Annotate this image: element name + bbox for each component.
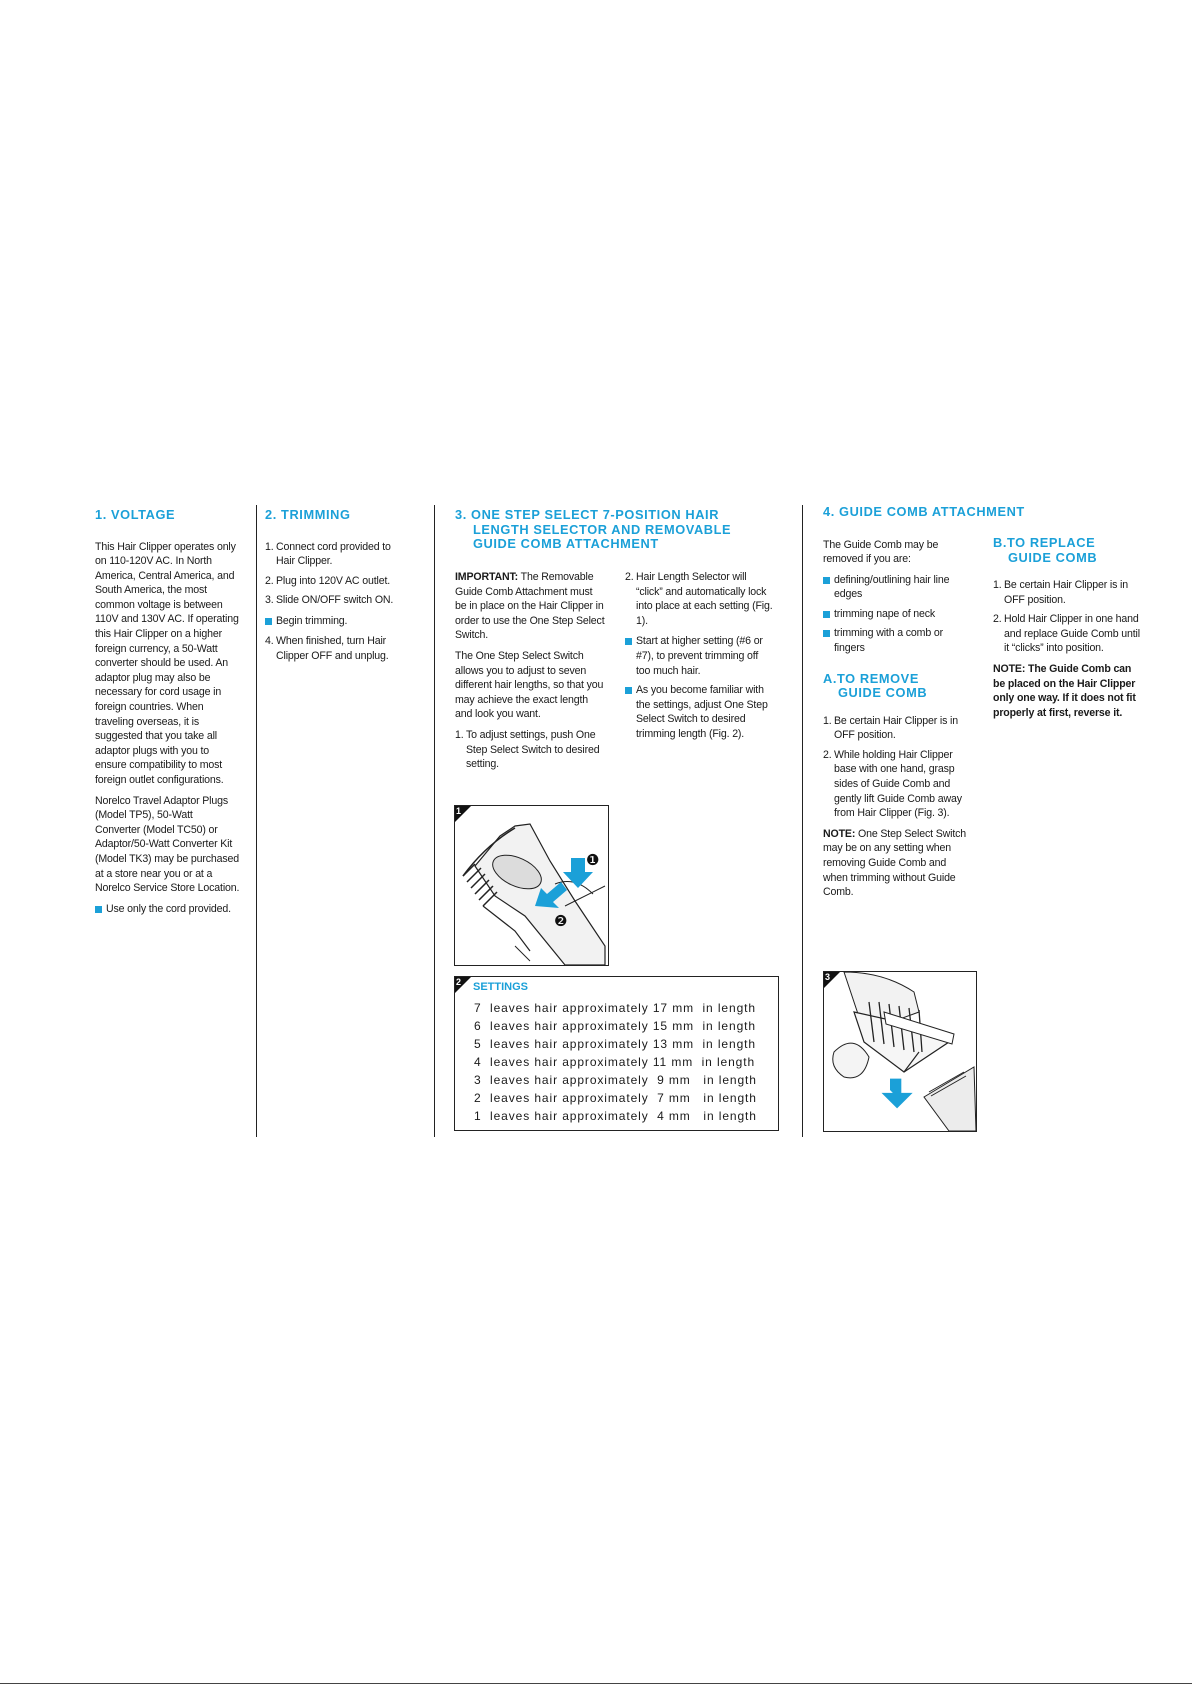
figure-number: 2 bbox=[456, 977, 462, 987]
column-divider bbox=[802, 505, 803, 1137]
list-item bbox=[823, 573, 973, 602]
trimming-bullets bbox=[265, 614, 400, 629]
settings-row: 5 leaves hair approximately 13 mm in length bbox=[474, 1037, 756, 1051]
settings-row: 3 leaves hair approximately 9 mm in length bbox=[474, 1073, 757, 1087]
switch-paragraph: The One Step Select Switch allows you to adjust to seven different hair lengths, so that you may achieve the exact length and look you want. bbox=[455, 649, 604, 721]
list-item bbox=[265, 593, 400, 608]
subheading-line: A.TO REMOVE bbox=[823, 670, 919, 686]
remove-note bbox=[823, 827, 973, 900]
trimming-section bbox=[265, 505, 400, 670]
settings-row: 2 leaves hair approximately 7 mm in length bbox=[474, 1091, 757, 1105]
figure-number: 3 bbox=[825, 972, 831, 982]
callout-1-label: ❶ bbox=[586, 852, 600, 869]
subheading-line: B.TO REPLACE bbox=[993, 535, 1096, 550]
list-item bbox=[625, 634, 775, 678]
column-divider bbox=[434, 505, 435, 1137]
callout-2-label: ❷ bbox=[554, 913, 568, 930]
bullet-text: Start at higher setting (#6 or #7), to prevent trimming off too much hair. bbox=[636, 635, 763, 677]
list-item bbox=[265, 614, 400, 629]
figure-3 bbox=[823, 971, 977, 1132]
heading-line: LENGTH SELECTOR AND REMOVABLE bbox=[473, 521, 732, 537]
list-item bbox=[993, 612, 1143, 656]
settings-title: SETTINGS bbox=[473, 981, 529, 993]
remove-steps bbox=[823, 714, 973, 821]
step-number: 2. bbox=[993, 613, 1002, 626]
settings-row: 7 leaves hair approximately 17 mm in length bbox=[474, 1001, 756, 1015]
step-number: 4. bbox=[265, 635, 274, 648]
step-text: Be certain Hair Clipper is in OFF position. bbox=[1004, 579, 1129, 606]
remove-subheading bbox=[823, 672, 973, 701]
note-label: NOTE: bbox=[823, 827, 856, 840]
square-bullet-icon bbox=[823, 630, 830, 637]
square-bullet-icon bbox=[625, 638, 632, 645]
trimming-heading: 2. TRIMMING bbox=[265, 507, 351, 522]
step-number: 2. bbox=[625, 571, 634, 583]
figure-1 bbox=[454, 805, 609, 966]
step-number: 3. bbox=[265, 594, 274, 607]
list-item bbox=[265, 574, 400, 589]
replace-guide-comb-section bbox=[993, 536, 1143, 726]
subheading-line: GUIDE COMB bbox=[1008, 549, 1098, 565]
important-text: The Removable Guide Comb Attachment must be in place on the Hair Clipper in order to use the One Step Select Switch. bbox=[455, 571, 605, 642]
heading-line: 3. ONE STEP SELECT 7-POSITION HAIR bbox=[455, 507, 720, 522]
one-step-select-section bbox=[455, 505, 785, 552]
bullet-text: trimming with a comb or fingers bbox=[834, 627, 943, 655]
step-text: Be certain Hair Clipper is in OFF position. bbox=[834, 714, 959, 742]
step-number: 1. bbox=[265, 540, 274, 553]
settings-row: 1 leaves hair approximately 4 mm in length bbox=[474, 1109, 757, 1123]
guide-comb-heading: 4. GUIDE COMB ATTACHMENT bbox=[823, 504, 1025, 519]
step-number: 1. bbox=[993, 579, 1002, 591]
one-step-bullets bbox=[625, 634, 775, 741]
voltage-paragraph-1: This Hair Clipper operates only on 110-120V AC. In North America, Central America, and South America, the most common voltage is between 110V and 130V AC. If operating this Hair Clipper on a higher foreign currency, a 50-Watt converter should be used. An adaptor plug may also be necessary for cord usage in foreign countries. When traveling overseas, it is suggested that you take all adaptor plugs with you to ensure compatibility to most foreign outlet configurations. bbox=[95, 540, 239, 786]
one-step-heading bbox=[455, 508, 785, 552]
replace-note: NOTE: The Guide Comb can be placed on the Hair Clipper only one way. If it does not fit properly at first, reverse it. bbox=[993, 662, 1136, 719]
one-step-right-text bbox=[625, 570, 775, 748]
list-item bbox=[993, 578, 1143, 607]
subheading-line: GUIDE COMB bbox=[838, 685, 928, 701]
list-item bbox=[265, 634, 400, 663]
list-item bbox=[823, 714, 973, 743]
figure-number-badge bbox=[824, 972, 840, 988]
replace-steps bbox=[993, 578, 1143, 656]
guide-comb-section bbox=[823, 504, 1025, 906]
step-text: Plug into 120V AC outlet. bbox=[276, 574, 391, 587]
list-item bbox=[823, 607, 973, 622]
important-paragraph bbox=[455, 570, 605, 643]
page-bottom-rule bbox=[0, 1683, 1192, 1684]
voltage-heading: 1. VOLTAGE bbox=[95, 507, 176, 522]
square-bullet-icon bbox=[823, 611, 830, 618]
figure-2-settings bbox=[454, 976, 779, 1131]
square-bullet-icon bbox=[823, 577, 830, 584]
voltage-paragraph-2: Norelco Travel Adaptor Plugs (Model TP5), 50-Watt Converter (Model TC50) or Adaptor/50-Watt Converter Kit (Model TK3) may be purchased at a store near you or at a Norelco Service Store Location. bbox=[95, 794, 240, 895]
step-text: While holding Hair Clipper base with one hand, grasp sides of Guide Comb and gently lift Guide Comb away from Hair Clipper (Fig. 3). bbox=[834, 748, 962, 820]
voltage-section bbox=[95, 505, 240, 922]
step-text: Hair Length Selector will “click” and automatically lock into place at each setting (Fig. 1). bbox=[636, 571, 773, 627]
list-item bbox=[625, 683, 775, 741]
figure-number-badge bbox=[455, 977, 471, 993]
clipper-side-illustration bbox=[455, 806, 608, 965]
voltage-bullets bbox=[95, 902, 240, 917]
step-number: 1. bbox=[823, 714, 832, 727]
guide-comb-bullets bbox=[823, 573, 973, 656]
settings-row: 4 leaves hair approximately 11 mm in length bbox=[474, 1055, 756, 1069]
list-item bbox=[823, 748, 973, 821]
bullet-text: Use only the cord provided. bbox=[106, 902, 231, 915]
step-text: To adjust settings, push One Step Select Switch to desired setting. bbox=[466, 728, 600, 771]
figure-number: 1 bbox=[456, 806, 462, 816]
settings-list bbox=[474, 999, 757, 1125]
step-text: Slide ON/OFF switch ON. bbox=[276, 594, 394, 607]
replace-subheading bbox=[993, 536, 1143, 565]
list-item bbox=[625, 570, 775, 628]
square-bullet-icon bbox=[625, 687, 632, 694]
adjust-steps-cont bbox=[625, 570, 775, 628]
step-number: 1. bbox=[455, 728, 464, 741]
step-number: 2. bbox=[823, 748, 832, 761]
step-text: Connect cord provided to Hair Clipper. bbox=[276, 540, 391, 568]
bullet-text: As you become familiar with the settings, adjust One Step Select Switch to desired trimming length (Fig. 2). bbox=[636, 684, 768, 740]
list-item bbox=[95, 902, 240, 917]
one-step-left-text bbox=[455, 570, 605, 778]
list-item bbox=[265, 540, 400, 569]
note-text: One Step Select Switch may be on any setting when removing Guide Comb and when trimming without Guide Comb. bbox=[823, 827, 967, 899]
step-text: Hold Hair Clipper in one hand and replace Guide Comb until it “clicks” into position. bbox=[1004, 613, 1140, 655]
bullet-text: trimming nape of neck bbox=[834, 607, 936, 620]
bullet-text: Begin trimming. bbox=[276, 614, 348, 627]
heading-line: GUIDE COMB ATTACHMENT bbox=[473, 536, 659, 551]
square-bullet-icon bbox=[95, 906, 102, 913]
column-divider bbox=[256, 505, 257, 1137]
figure-number-badge bbox=[455, 806, 471, 822]
list-item bbox=[455, 728, 605, 772]
step-number: 2. bbox=[265, 574, 274, 587]
trimming-steps bbox=[265, 540, 400, 608]
bullet-text: defining/outlining hair line edges bbox=[834, 573, 950, 601]
adjust-steps bbox=[455, 728, 605, 772]
step-text: When finished, turn Hair Clipper OFF and unplug. bbox=[276, 635, 389, 663]
settings-row: 6 leaves hair approximately 15 mm in length bbox=[474, 1019, 756, 1033]
important-label: IMPORTANT: bbox=[455, 571, 519, 583]
comb-removal-illustration bbox=[824, 972, 976, 1131]
list-item bbox=[823, 626, 973, 655]
guide-comb-intro: The Guide Comb may be removed if you are: bbox=[823, 538, 939, 566]
square-bullet-icon bbox=[265, 618, 272, 625]
trimming-step-4 bbox=[265, 634, 400, 663]
